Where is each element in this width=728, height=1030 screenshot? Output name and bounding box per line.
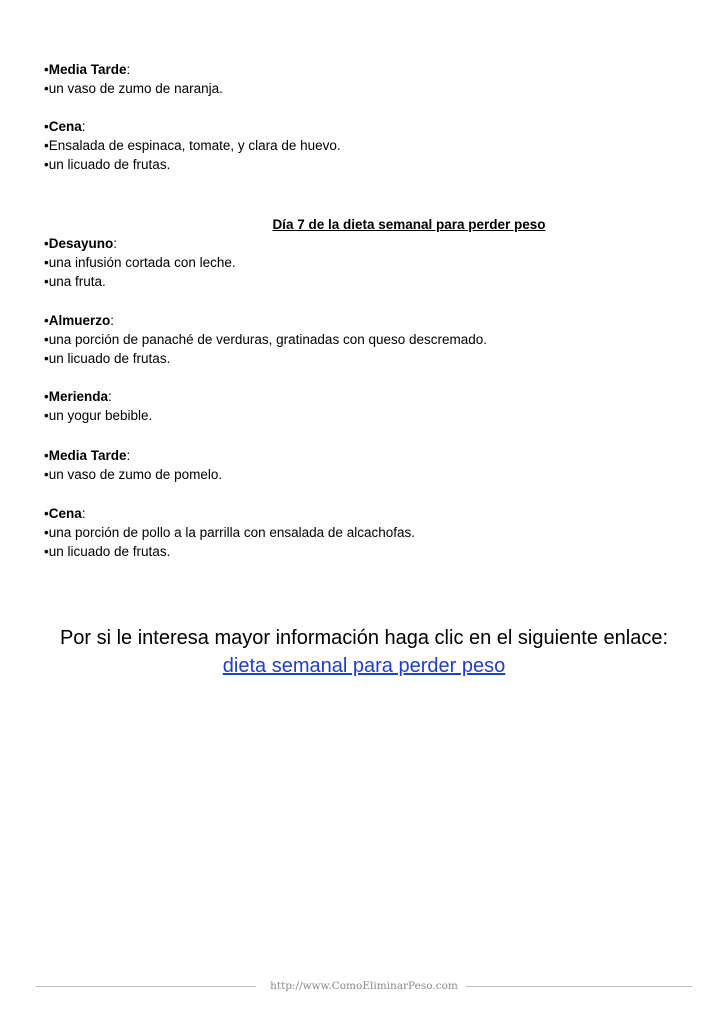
list-item: •una infusión cortada con leche. xyxy=(44,255,236,270)
list-item: •una fruta. xyxy=(44,274,106,289)
section-heading: Desayuno xyxy=(48,236,114,251)
day-title: Día 7 de la dieta semanal para perder peso xyxy=(272,217,546,232)
section-heading: Media Tarde xyxy=(48,448,127,463)
list-item: •Ensalada de espinaca, tomate, y clara de huevo. xyxy=(44,138,341,153)
footer-url: http://www.ComoEliminarPeso.com xyxy=(270,980,458,992)
section-heading: Merienda xyxy=(48,389,109,404)
section-heading: Cena xyxy=(48,506,82,521)
section-heading: Media Tarde xyxy=(48,62,127,77)
list-item: •un licuado de frutas. xyxy=(44,544,171,559)
list-item: •un vaso de zumo de naranja. xyxy=(44,81,223,96)
list-item: •un yogur bebible. xyxy=(44,408,153,423)
list-item: •una porción de pollo a la parrilla con ensalada de alcachofas. xyxy=(44,525,415,540)
list-item: •una porción de panaché de verduras, gratinadas con queso descremado. xyxy=(44,332,488,347)
promo-text: Por si le interesa mayor información haga clic en el siguiente enlace: xyxy=(59,627,669,649)
section-heading-line: •Media Tarde: xyxy=(44,448,131,463)
diet-link[interactable]: dieta semanal para perder peso xyxy=(222,655,506,677)
promo-link-wrapper xyxy=(0,652,728,680)
list-item: •un licuado de frutas. xyxy=(44,157,171,172)
section-heading-line: •Merienda: xyxy=(44,389,112,404)
section-heading-line: •Almuerzo: xyxy=(44,313,115,328)
section-heading-line: •Cena: xyxy=(44,506,86,521)
list-item: •un licuado de frutas. xyxy=(44,351,171,366)
section-heading-line: •Desayuno: xyxy=(44,236,118,251)
section-heading-line: •Cena: xyxy=(44,119,86,134)
section-heading: Almuerzo xyxy=(48,313,111,328)
section-heading: Cena xyxy=(48,119,82,134)
list-item: •un vaso de zumo de pomelo. xyxy=(44,467,223,482)
section-heading-line: •Media Tarde: xyxy=(44,62,131,77)
